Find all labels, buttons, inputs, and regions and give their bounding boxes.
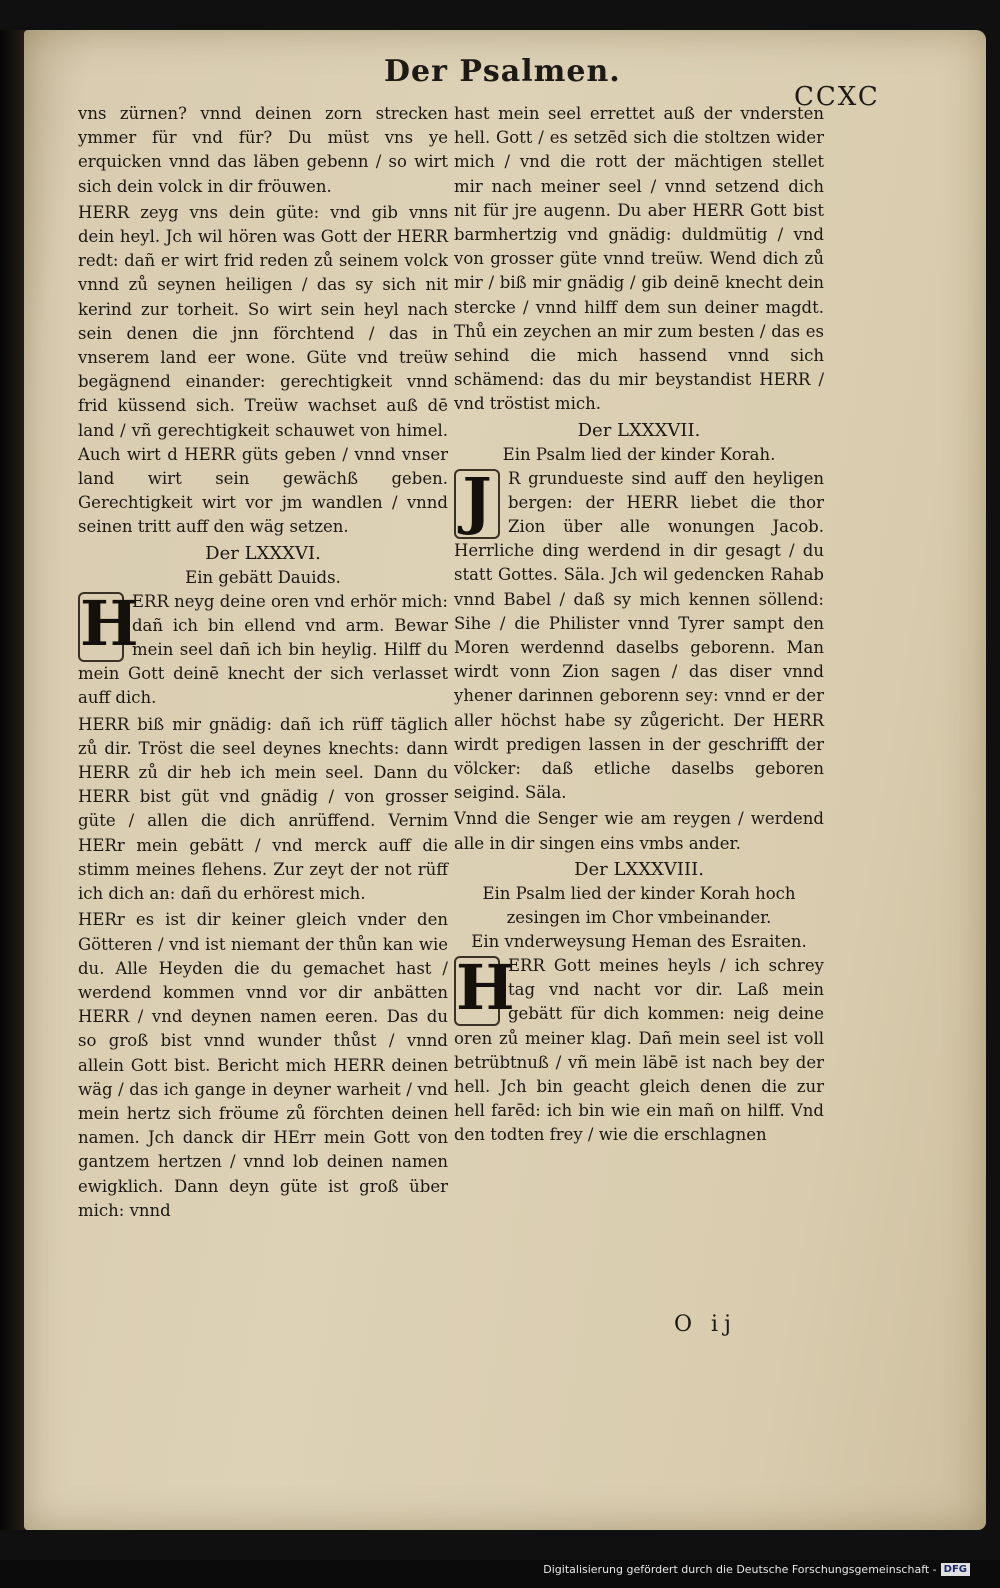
right-column (454, 102, 824, 1150)
psalm-86-text-1: ERR neyg deine oren vnd erhör mich: dañ ich bin ellend vnd arm. Bewar mein seel dañ ich bin heylig. Hilff du mein Gott deinē knecht der sich verlasset auff dich. (78, 591, 448, 708)
book-page (24, 30, 986, 1530)
psalm-87-paragraph-1 (454, 463, 824, 806)
psalm-87-paragraph-2: Vnnd die Senger wie am reygen / werdend alle in dir singen eins vmbs ander. (454, 809, 824, 853)
psalm-87-subheading: Ein Psalm lied der kinder Korah. (502, 444, 776, 464)
psalm-86-heading: Der LXXXVI. (205, 542, 321, 564)
psalm-86-continuation: hast mein seel errettet auß der vndersten hell. Gott / es setzēd sich die stoltzen wider mich / vnd die rott der mächtigen stellet mir nach meiner seel / vnnd setzend dich nit für jre augenn. Du aber HERR Gott bist barmhertzig vnd gnädig: duldmütig / vnd von grosser güte vnnd treüw. Wend dich zů mir / biß mir gnädig / gib deinē knecht dein stercke / vnnd hilff dem sun deiner magdt. Thů ein zeychen an mir zum besten / das es sehind die mich hassend vnnd sich schämend: das du mir beystandist HERR / vnd tröstist mich. (454, 104, 824, 414)
psalm-87-heading: Der LXXXVII. (577, 419, 701, 441)
psalm-85-end: vns zürnen? vnnd deinen zorn strecken ymmer für vnd für? Du müst vns ye erquicken vnnd das läben gebenn / so wirt sich dein volck in dir fröuwen. (78, 104, 448, 196)
dfg-logo: DFG (941, 1563, 970, 1576)
decorated-initial-h-2: H (456, 950, 515, 1024)
footer-text: Digitalisierung gefördert durch die Deutsche Forschungsgemeinschaft - (543, 1563, 937, 1576)
running-head: Der Psalmen. (384, 54, 621, 89)
psalm-86-paragraph-1 (78, 586, 448, 711)
psalm-88-subheading-2: Ein vnderweysung Heman des Esraiten. (471, 931, 807, 951)
psalm-88-subheading-1: Ein Psalm lied der kinder Korah hoch zesingen im Chor vmbeinander. (482, 883, 796, 927)
folio-number: CCXC (794, 82, 880, 112)
left-column (78, 102, 448, 1225)
decorated-initial-j: J (454, 469, 500, 539)
psalm-88-paragraph-1 (454, 950, 824, 1148)
psalm-86-subheading: Ein gebätt Dauids. (185, 567, 341, 587)
signature-mark: O ij (674, 1312, 737, 1337)
page-header (24, 30, 986, 110)
psalm-88-heading: Der LXXXVIII. (574, 858, 704, 880)
funding-footer (543, 1563, 970, 1576)
decorated-initial-h: H (80, 586, 139, 660)
psalm-85-paragraph: HERR zeyg vns dein güte: vnd gib vnns dein heyl. Jch wil hören was Gott der HERR redt: dañ er wirt frid reden zů seinem volck vnnd zů seynen heiligen / das sy sich nit kerind zur torheit. So wirt sein heyl nach sein denen die jnn förchtend / das in vnserem land eer wone. Güte vnd treüw begägnend einander: gerechtigkeit vnnd frid küssend sich. Treüw wachset auß dē land / vñ gerechtigkeit schauwet von himel. Auch wirt d HERR güts geben / vnnd vnser land wirt sein gewächß geben. Gerechtigkeit wirt vor jm wandlen / vnnd seinen tritt auff den wäg setzen. (78, 202, 448, 537)
psalm-88-text-1: ERR Gott meines heyls / ich schrey tag vnd nacht vor dir. Laß mein gebätt für dich kommen: neig deine oren zů meiner klag. Dañ mein seel ist voll betrübtnuß / vñ mein läbē ist nach bey der hell. Jch bin geacht gleich denen die zur hell farēd: ich bin wie ein mañ on hilff. Vnd den todten frey / wie die erschlagnen (454, 955, 824, 1145)
psalm-87-text-1: R grundueste sind auff den heyligen bergen: der HERR liebet die thor Zion über alle wonungen Jacob. Herrliche ding werdend in dir gesagt / du statt Gottes. Säla. Jch wil gedencken Rahab vnnd Babel / daß sy mich kennen söllend: Sihe / die Philister vnnd Tyrer sampt den Moren werdennd daselbs geborenn. Man wirdt vonn Zion sagen / das diser vnnd yhener darinnen geborenn sey: vnnd er der aller höchst habe sy zůgericht. Der HERR wirdt predigen lassen in der geschrifft der völcker: daß etliche daselbs geboren seigind. Säla. (454, 468, 824, 803)
psalm-86-paragraph-3: HERr es ist dir keiner gleich vnder den Götteren / vnd ist niemant der thůn kan wie du. Alle Heyden die du gemachet hast / werdend kommen vnnd vor dir anbätten HERR / vnd deynen namen eeren. Das du so groß bist vnnd wunder thůst / vnnd allein Gott bist. Bericht mich HERR deinen wäg / das ich gange in deyner warheit / vnd mein hertz sich fröume zů förchten deinen namen. Jch danck dir HErr mein Gott von gantzem hertzen / vnnd lob deinen namen ewigklich. Dann deyn güte ist groß über mich: vnnd (78, 910, 448, 1220)
psalm-86-paragraph-2: HERR biß mir gnädig: dañ ich rüff täglich zů dir. Tröst die seel deynes knechts: dann HERR zů dir heb ich mein seel. Dann du HERR bist güt vnd gnädig / von grosser güte / allen die dich anrüffend. Vernim HERr mein gebätt / vnd merck auff die stimm meines flehens. Zur zeyt der not rüff ich dich an: dañ du erhörest mich. (78, 714, 448, 904)
